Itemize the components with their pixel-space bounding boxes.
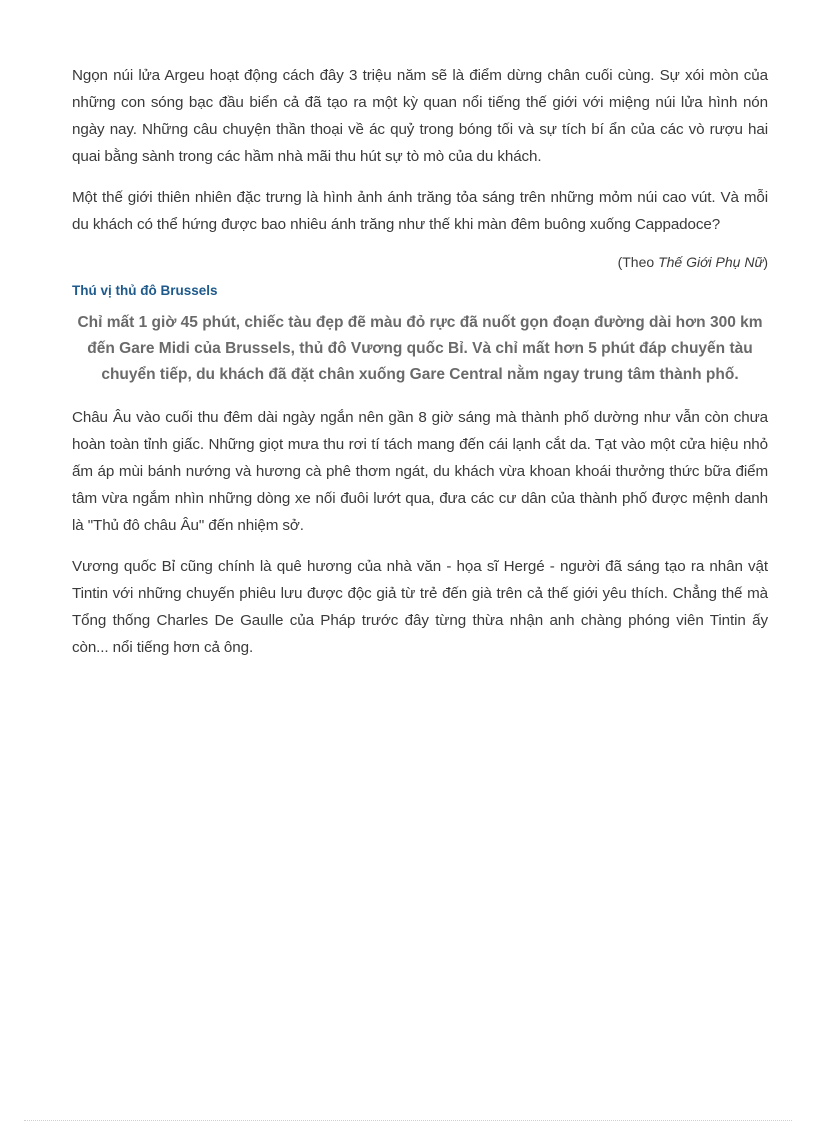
source-suffix: ) [763, 254, 768, 270]
source-publication: Thế Giới Phụ Nữ [658, 254, 764, 270]
paragraph-argeu: Ngọn núi lửa Argeu hoạt động cách đây 3 triệu năm sẽ là điểm dừng chân cuối cùng. Sự xói mòn của những con sóng bạc đầu biển cả đã tạo ra một kỳ quan nổi tiếng thế giới với miệng núi lửa hình nón ngày nay. Những câu chuyện thần thoại về ác quỷ trong bóng tối và sự tích bí ẩn của các vò rượu hai quai bằng sành trong các hầm nhà mãi thu hút sự tò mò của du khách. [72, 67, 768, 165]
source-credit [72, 252, 768, 272]
paragraph-moonlight: Một thế giới thiên nhiên đặc trưng là hình ảnh ánh trăng tỏa sáng trên những mỏm núi cao vút. Và mỗi du khách có thể hứng được bao nhiêu ánh trăng như thế khi màn đêm buông xuống Cappadoce? [72, 189, 768, 233]
source-prefix: (Theo [617, 254, 659, 270]
paragraph-autumn-morning: Châu Âu vào cuối thu đêm dài ngày ngắn nên gần 8 giờ sáng mà thành phố dường như vẫn còn chưa hoàn toàn tỉnh giấc. Những giọt mưa thu rơi tí tách mang đến cái lạnh cắt da. Tạt vào một cửa hiệu nhỏ ấm áp mùi bánh nướng và hương cà phê thơm ngát, du khách vừa khoan khoái thưởng thức bữa điểm tâm vừa ngắm nhìn những dòng xe nối đuôi lướt qua, đưa các cư dân của thành phố được mệnh danh là "Thủ đô châu Âu" đến nhiệm sở. [72, 409, 768, 534]
paragraph-tintin: Vương quốc Bỉ cũng chính là quê hương của nhà văn - họa sĩ Hergé - người đã sáng tạo ra nhân vật Tintin với những chuyến phiêu lưu được độc giả từ trẻ đến già trên cả thế giới yêu thích. Chẳng thế mà Tổng thống Charles De Gaulle của Pháp trước đây từng thừa nhận anh chàng phóng viên Tintin ấy còn... nổi tiếng hơn cả ông. [72, 558, 768, 656]
page-bottom-divider [24, 1120, 792, 1121]
lead-paragraph: Chỉ mất 1 giờ 45 phút, chiếc tàu đẹp đẽ màu đỏ rực đã nuốt gọn đoạn đường dài hơn 300 km đến Gare Midi của Brussels, thủ đô Vương quốc Bỉ. Và chỉ mất hơn 5 phút đáp chuyến tàu chuyển tiếp, du khách đã đặt chân xuống Gare Central nằm ngay trung tâm thành phố. [77, 314, 763, 383]
document-page [72, 62, 768, 675]
section-heading-brussels[interactable]: Thú vị thủ đô Brussels [72, 283, 218, 298]
